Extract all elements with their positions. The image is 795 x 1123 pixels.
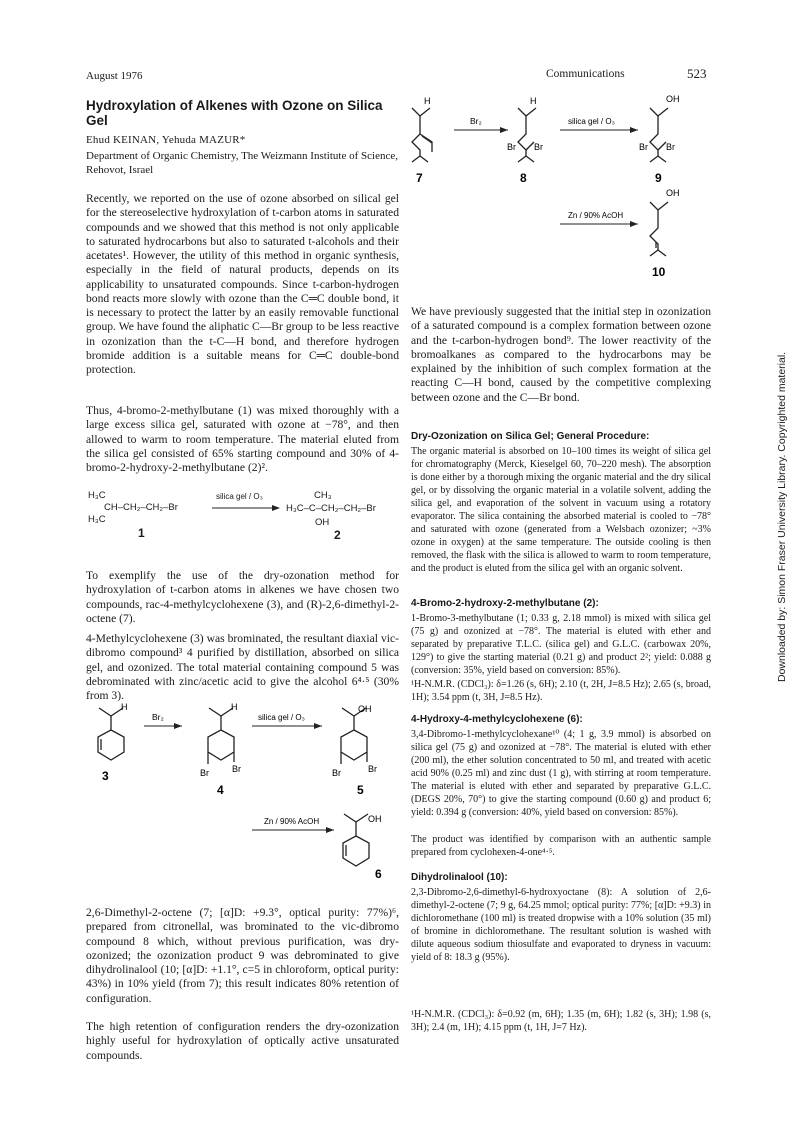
compound-10-label: 10	[652, 265, 666, 279]
oh-label-5: OH	[358, 704, 372, 714]
br-label-4b: Br	[200, 768, 209, 778]
oh-label-9: OH	[666, 94, 680, 104]
br-label-9b: Br	[666, 142, 675, 152]
br-label-8a: Br	[507, 142, 516, 152]
structure-compound-4	[208, 708, 234, 764]
structure-compound-9	[650, 108, 668, 162]
h-label-4: H	[231, 702, 238, 712]
h-label-3: H	[121, 702, 128, 712]
nmr-compound-2: ¹H-N.M.R. (CDCl₃): δ=1.26 (s, 6H); 2.10 (t, 2H, J=8.5 Hz); 2.65 (s, broad, 1H); 3.54 ppm (t, 3H, J=8.5 Hz).	[411, 679, 711, 703]
reagent-br2-b: Br₂	[470, 116, 482, 126]
header-section: Communications	[546, 68, 625, 80]
h-label-8: H	[530, 96, 537, 106]
reagent-zinc-acid-2: Zn / 90% AcOH	[568, 211, 624, 220]
nmr-compound-8: ¹H-N.M.R. (CDCl₃): δ=0.92 (m, 6H); 1.35 (m, 6H); 1.82 (s, 3H); 1.98 (s, 3H); 2.4 (m, 1H); 4.15 ppm (t, 1H, J=7 Hz).	[411, 1009, 711, 1033]
heading-general-procedure: Dry-Ozonization on Silica Gel; General Procedure:	[411, 431, 650, 442]
paragraph-bromobutane: Thus, 4-bromo-2-methylbutane (1) was mixed thoroughly with a large excess silica gel, saturated with ozone at −78°, and then allowed to warm to room temperature. The material eluted from the silica gel consisted of 65% starting compound and 30% of 4-bromo-2-hydroxy-2-methylbutane (2)².	[86, 404, 399, 474]
structure-compound-6	[343, 814, 369, 866]
text-compound-2: 1-Bromo-3-methylbutane (1; 0.33 g, 2.18 mmol) is mixed with silica gel (75 g) and ozonized at −78°. The material is eluted with ether and separated by preparative T.L.C. (silica gel) and G.L.C. (carbowax 20%, 129°) to give the starting material (0.21 g) and product 2²; yield: 0.088 g (conversion: 35%, yield based on conversion: 85%).	[411, 613, 711, 676]
structure-compound-5	[341, 708, 367, 764]
article-title: Hydroxylation of Alkenes with Ozone on Silica Gel	[86, 98, 383, 128]
compound-5-label: 5	[357, 783, 364, 797]
formula-left-chain: CH–CH₂–CH₂–Br	[104, 502, 178, 513]
br-label-5b: Br	[332, 768, 341, 778]
heading-compound-6: 4-Hydroxy-4-methylcyclohexene (6):	[411, 714, 583, 725]
h-label-7: H	[424, 96, 431, 106]
paragraph-conclusion: The high retention of configuration renders the dry-ozonization highly useful for hydroxylation of optically active unsaturated compounds.	[86, 1020, 399, 1062]
scheme-1-to-2	[86, 490, 399, 568]
structure-compound-8	[518, 108, 536, 162]
reagent-silica-ozone: silica gel / O₃	[216, 492, 263, 501]
text-compound-8-prep: 2,3-Dibromo-2,6-dimethyl-6-hydroxyoctane (8): A solution of 2,6-dimethyl-2-octene (7; 9 g, 64.25 mmol; optical purity: 77%; [α]D: +9.3) in dichloromethane (100 ml) is treated dropwise with a 10% solution (35 ml) of bromine in dichloromethane. The resultant solution is washed with dilute aqueous sodium thiosulfate and evaporated to dryness in vacuum: yield of 8: 18.3 g (95%).	[411, 887, 711, 963]
compound-2-label: 2	[334, 528, 341, 542]
br-label-9a: Br	[639, 142, 648, 152]
affiliation: Department of Organic Chemistry, The Weizmann Institute of Science, Rehovot, Israel	[86, 150, 398, 176]
br-label-8b: Br	[534, 142, 543, 152]
br-label-4a: Br	[232, 764, 241, 774]
oh-label-10: OH	[666, 188, 680, 198]
reagent-zinc-acid: Zn / 90% AcOH	[264, 817, 320, 826]
scheme-3-to-6	[86, 702, 399, 888]
text-compound-6: 3,4-Dibromo-1-methylcyclohexane¹⁰ (4; 1 g, 3.9 mmol) is absorbed on silica gel (75 g) and ozonized at −78°. The material is eluted with ether (200 ml), the ether solution concentrated to 50 ml, and treated with acetic acid 90% (0.25 ml) and zinc dust (1 g), with stirring at room temperature. The material is eluted with ether and separated by preparative G.L.C. (DEGS 20%, 70°) to give the starting compound (0.60 g) and product 6; yield: 0.394 g (conversion: 40%, yield based on conversion: 85%).	[411, 729, 711, 818]
compound-9-label: 9	[655, 171, 662, 185]
compound-8-label: 8	[520, 171, 527, 185]
page-number: 523	[687, 66, 707, 81]
scheme-7-to-10	[410, 90, 710, 284]
br-label-5a: Br	[368, 764, 377, 774]
compound-4-label: 4	[217, 783, 224, 797]
heading-compound-2: 4-Bromo-2-hydroxy-2-methylbutane (2):	[411, 598, 599, 609]
text-compound-6-identification: The product was identified by comparison with an authentic sample prepared from cyclohexen-4-one⁴·⁵.	[411, 834, 711, 858]
formula-right-chain: H₃C–C–CH₂–CH₂–Br	[286, 503, 376, 514]
reagent-silica-ozone-3: silica gel / O₃	[568, 117, 615, 126]
structure-compound-7	[412, 108, 432, 162]
compound-3-label: 3	[102, 769, 109, 783]
download-watermark: Downloaded by: Simon Fraser University Library. Copyrighted material.	[776, 351, 788, 682]
compound-7-label: 7	[416, 171, 423, 185]
formula-left-h3c-bottom: H₃C	[88, 514, 106, 525]
oh-label-6: OH	[368, 814, 382, 824]
paragraph-mechanism: We have previously suggested that the initial step in ozonization of a saturated compound is a complex formation between ozone and the t-carbon-hydrogen bond⁹. The lower reactivity of the bromoalkanes as compared to the hydrocarbons may be explained by the inhibition of such complex formation at the reacting C—H bond, caused by the competitive complexing between ozone and the C—Br bond.	[411, 305, 711, 404]
heading-compound-10: Dihydrolinalool (10):	[411, 872, 508, 883]
authors: Ehud KEINAN, Yehuda MAZUR*	[86, 134, 246, 146]
formula-right-oh: OH	[315, 517, 330, 528]
header-date: August 1976	[86, 70, 143, 82]
compound-1-label: 1	[138, 526, 145, 540]
reagent-silica-ozone-2: silica gel / O₃	[258, 713, 305, 722]
paragraph-methylcyclohexene: 4-Methylcyclohexene (3) was brominated, the resultant diaxial vic-dibromo compound³ 4 purified by distillation, absorbed on silica gel, and ozonized. The total material containing compound 5 was debrominated with zinc/acetic acid to give the alcohol 6⁴·⁵ (30% from 3).	[86, 632, 399, 702]
formula-right-ch3: CH₃	[314, 490, 332, 501]
text-general-procedure: The organic material is absorbed on 10–100 times its weight of silica gel for chromatography (Merck, Kieselgel 60, 70–220 mesh). The absorption is done either by a thorough mixing the organic material and the dry silical gel, or by dissolving the organic material in a volatile solvent, adding the silica gel, and evaporation of the solvent in vacuum using a rotatory evaporator. The silica containing the absorbed material is cooled to −78° and saturated with ozone (generated from a Welsbach ozonizer; ~3% ozone in oxygen) at the same temperature. The outside cooling is then removed, the flask with the silica is allowed to warm to room temperature, and the product is eluted from the silica gel with an organic solvent.	[411, 446, 711, 574]
paragraph-intro: Recently, we reported on the use of ozone absorbed on silical gel for the stereoselective hydroxylation of t-carbon atoms in saturated compounds and we showed that this method is not only applicable to saturated hydrocarbons but also to saturated t-alcohols and their acetates¹. However, the utility of this method in organic synthesis, especially in the field of natural products, depends on its applicability to unsaturated compounds. Since t-carbon-hydrogen bond reacts more slowly with ozone than the C═C double bond, it is necessary to protect the latter by an easily removable functional group. We have found the aliphatic C—Br group to be less reactive in ozonization than the t-C—H bond, and therefore hydrogen bromide addition is a suitable means for C═C double-bond protection.	[86, 192, 399, 376]
paragraph-dimethyloctene: 2,6-Dimethyl-2-octene (7; [α]D: +9.3°, optical purity: 77%)⁶, prepared from citronellal, was brominated to the vic-dibromo compound 8 which, without previous purification, was dry-ozonized; the ozonization product 9 was debrominated to give dihydrolinalool (10; [α]D: +1.1°, c=5 in chloroform, optical purity: 43%) in 10% yield (from 7); this result indicates 80% retention of configuration.	[86, 906, 399, 1005]
formula-left-h3c-top: H₃C	[88, 490, 106, 501]
compound-6-label: 6	[375, 867, 382, 881]
structure-compound-3	[98, 708, 124, 760]
reagent-br2: Br₂	[152, 712, 164, 722]
structure-compound-10	[650, 202, 668, 256]
reaction-arrow	[212, 504, 280, 512]
paragraph-exemplify: To exemplify the use of the dry-ozonation method for hydroxylation of t-carbon atoms in alkenes we have chosen two compounds, rac-4-methylcyclohexene (3), and (R)-2,6-dimethyl-2-octene (7).	[86, 569, 399, 625]
